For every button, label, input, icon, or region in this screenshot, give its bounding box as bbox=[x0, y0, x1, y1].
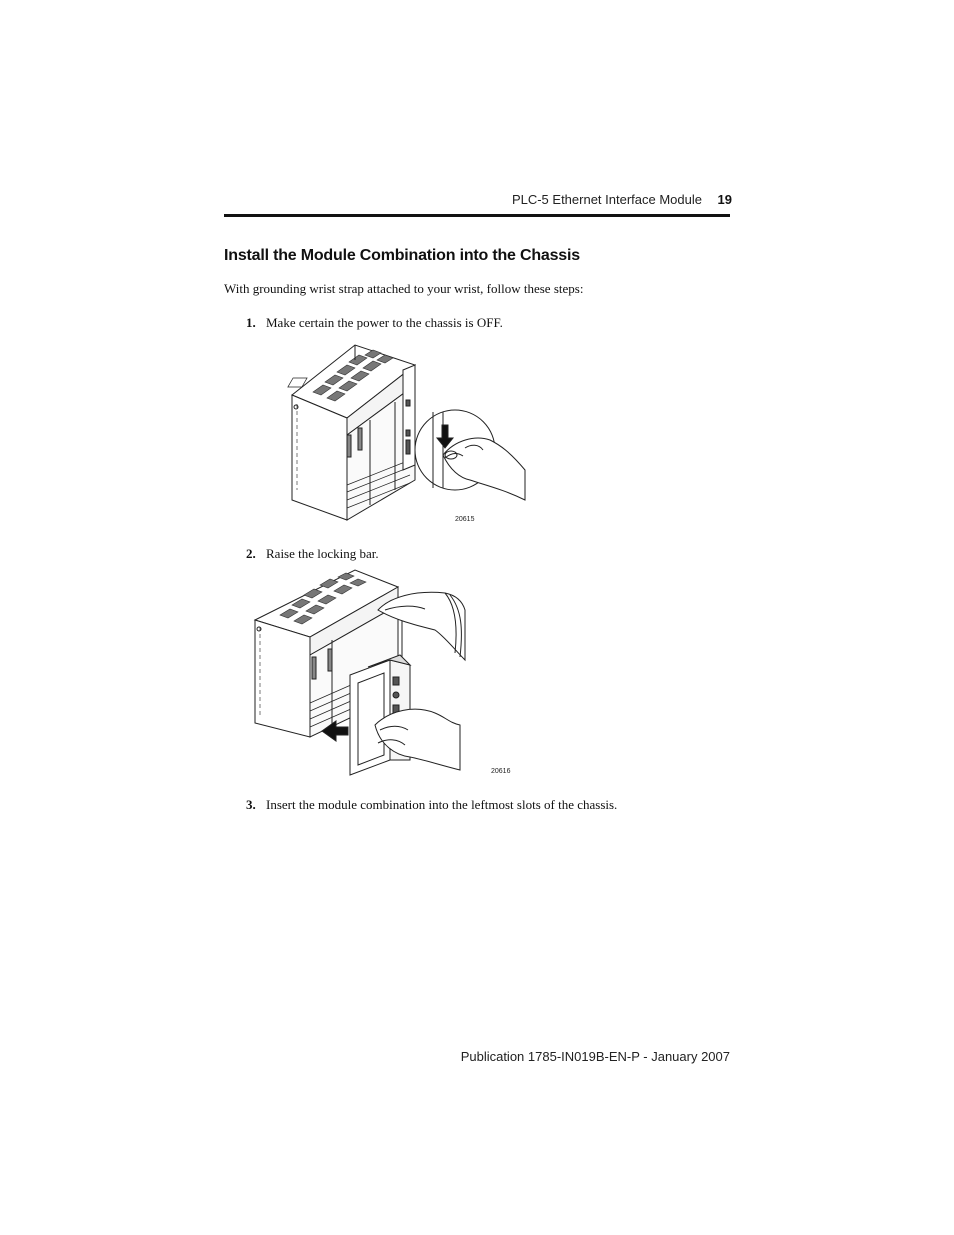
step-number: 2. bbox=[246, 546, 256, 561]
figure-id: 20615 bbox=[455, 516, 475, 523]
header-title: PLC-5 Ethernet Interface Module bbox=[511, 192, 702, 207]
step-text: Make certain the power to the chassis is OFF. bbox=[266, 315, 503, 330]
step-2 bbox=[246, 546, 379, 562]
header-rule bbox=[224, 214, 730, 217]
step-3 bbox=[246, 797, 617, 813]
step-1 bbox=[246, 315, 503, 331]
step-text: Raise the locking bar. bbox=[266, 546, 379, 561]
step-number: 3. bbox=[246, 797, 256, 812]
page-number: 19 bbox=[717, 192, 732, 207]
step-number: 1. bbox=[246, 315, 256, 330]
module-insertion-figure bbox=[250, 565, 500, 780]
figure-id: 20616 bbox=[491, 768, 511, 775]
step-text: Insert the module combination into the leftmost slots of the chassis. bbox=[266, 797, 618, 812]
publication-footer: Publication 1785-IN019B-EN-P - January 2007 bbox=[460, 1049, 730, 1064]
intro-paragraph: With grounding wrist strap attached to your wrist, follow these steps: bbox=[224, 281, 584, 296]
section-title: Install the Module Combination into the Chassis bbox=[224, 247, 580, 264]
chassis-power-off-figure bbox=[285, 340, 535, 525]
